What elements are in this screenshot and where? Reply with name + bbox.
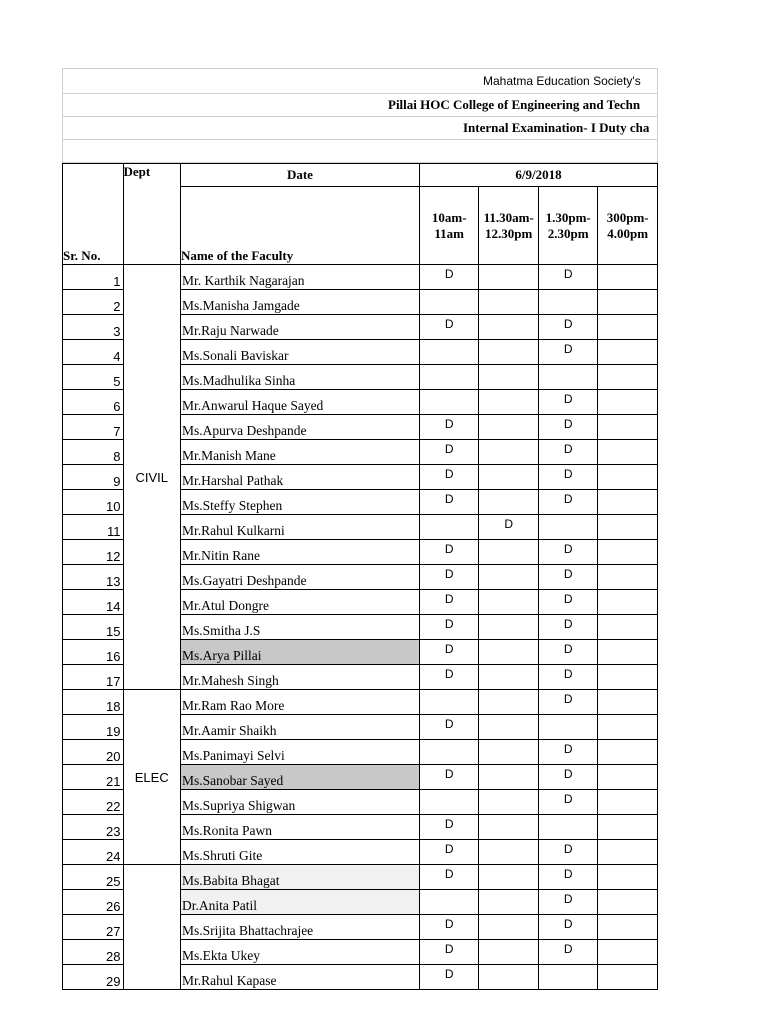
duty-cell: D — [538, 790, 597, 815]
sr-no-cell: 21 — [63, 765, 124, 790]
duty-cell — [479, 865, 538, 890]
faculty-name-cell: Ms.Panimayi Selvi — [180, 740, 419, 765]
duty-chart-sheet — [62, 68, 658, 990]
sr-no-cell: 3 — [63, 315, 124, 340]
faculty-name-cell: Ms.Babita Bhagat — [180, 865, 419, 890]
duty-cell: D — [538, 490, 597, 515]
duty-cell — [538, 715, 597, 740]
duty-cell — [479, 915, 538, 940]
table-row — [63, 265, 658, 290]
duty-cell: D — [419, 940, 478, 965]
duty-cell — [479, 490, 538, 515]
duty-cell: D — [419, 415, 478, 440]
duty-cell — [598, 640, 658, 665]
date-header: Date — [180, 164, 419, 187]
duty-cell: D — [538, 565, 597, 590]
sr-no-cell: 6 — [63, 390, 124, 415]
duty-cell: D — [419, 965, 478, 990]
duty-cell: D — [538, 465, 597, 490]
duty-cell — [479, 415, 538, 440]
sr-no-cell: 19 — [63, 715, 124, 740]
college-cell — [63, 94, 658, 117]
duty-cell — [479, 740, 538, 765]
duty-cell — [479, 665, 538, 690]
duty-cell — [479, 465, 538, 490]
duty-cell — [598, 390, 658, 415]
faculty-name-cell: Mr.Aamir Shaikh — [180, 715, 419, 740]
duty-cell — [598, 840, 658, 865]
duty-cell: D — [419, 915, 478, 940]
sr-no-cell: 28 — [63, 940, 124, 965]
duty-cell: D — [538, 540, 597, 565]
duty-cell: D — [538, 765, 597, 790]
faculty-name-cell: Mr.Ram Rao More — [180, 690, 419, 715]
duty-cell — [598, 540, 658, 565]
sr-no-cell: 2 — [63, 290, 124, 315]
faculty-name-cell: Mr.Raju Narwade — [180, 315, 419, 340]
slot-header: 10am- 11am — [419, 187, 478, 265]
sr-no-cell: 9 — [63, 465, 124, 490]
duty-cell — [598, 690, 658, 715]
duty-cell — [419, 340, 478, 365]
sr-no-cell: 11 — [63, 515, 124, 540]
duty-cell — [479, 615, 538, 640]
duty-cell: D — [419, 590, 478, 615]
duty-cell: D — [479, 515, 538, 540]
sr-no-cell: 24 — [63, 840, 124, 865]
duty-cell — [479, 590, 538, 615]
duty-cell: D — [419, 565, 478, 590]
date-value: 6/9/2018 — [419, 164, 657, 187]
table-row — [63, 690, 658, 715]
sr-no-header: Sr. No. — [63, 164, 124, 265]
duty-cell — [598, 740, 658, 765]
duty-cell: D — [419, 665, 478, 690]
sr-no-cell: 25 — [63, 865, 124, 890]
sr-no-cell: 5 — [63, 365, 124, 390]
college-title: Pillai HOC College of Engineering and Techn — [388, 97, 641, 112]
sr-no-cell: 27 — [63, 915, 124, 940]
duty-cell: D — [419, 540, 478, 565]
duty-cell — [598, 365, 658, 390]
sr-no-cell: 8 — [63, 440, 124, 465]
sr-no-cell: 12 — [63, 540, 124, 565]
dept-header: Dept — [123, 164, 180, 265]
duty-cell — [598, 940, 658, 965]
duty-cell — [598, 415, 658, 440]
duty-cell: D — [538, 390, 597, 415]
sr-no-cell: 29 — [63, 965, 124, 990]
duty-cell — [598, 965, 658, 990]
faculty-name-cell: Mr.Nitin Rane — [180, 540, 419, 565]
duty-cell — [598, 915, 658, 940]
duty-cell: D — [538, 740, 597, 765]
duty-cell — [479, 840, 538, 865]
faculty-name-cell: Mr.Rahul Kulkarni — [180, 515, 419, 540]
duty-cell — [598, 615, 658, 640]
duty-cell — [479, 390, 538, 415]
duty-cell — [598, 290, 658, 315]
faculty-name-cell: Ms.Ronita Pawn — [180, 815, 419, 840]
duty-cell: D — [538, 590, 597, 615]
duty-cell: D — [538, 865, 597, 890]
duty-cell: D — [538, 315, 597, 340]
faculty-name-cell: Mr.Mahesh Singh — [180, 665, 419, 690]
duty-cell — [598, 490, 658, 515]
duty-cell — [419, 290, 478, 315]
spacer-cell — [63, 140, 658, 163]
duty-cell — [479, 790, 538, 815]
faculty-name-cell: Mr.Anwarul Haque Sayed — [180, 390, 419, 415]
duty-cell: D — [538, 340, 597, 365]
faculty-name-cell: Mr.Rahul Kapase — [180, 965, 419, 990]
sr-no-cell: 16 — [63, 640, 124, 665]
duty-cell — [479, 340, 538, 365]
sr-no-cell: 20 — [63, 740, 124, 765]
duty-cell — [479, 265, 538, 290]
sr-no-cell: 22 — [63, 790, 124, 815]
duty-cell: D — [419, 840, 478, 865]
faculty-name-cell: Ms.Arya Pillai — [180, 640, 419, 665]
duty-cell — [479, 890, 538, 915]
duty-cell — [479, 690, 538, 715]
duty-cell — [479, 440, 538, 465]
duty-cell — [419, 790, 478, 815]
duty-cell: D — [419, 440, 478, 465]
duty-cell: D — [419, 615, 478, 640]
duty-cell — [538, 965, 597, 990]
faculty-name-cell: Ms.Ekta Ukey — [180, 940, 419, 965]
duty-cell: D — [538, 840, 597, 865]
table-row — [63, 865, 658, 890]
duty-cell — [479, 290, 538, 315]
duty-cell: D — [419, 265, 478, 290]
sr-no-cell: 14 — [63, 590, 124, 615]
duty-cell — [598, 715, 658, 740]
sr-no-cell: 7 — [63, 415, 124, 440]
faculty-name-cell: Dr.Anita Patil — [180, 890, 419, 915]
duty-cell: D — [419, 490, 478, 515]
dept-cell: CIVIL — [123, 265, 180, 690]
faculty-name-header: Name of the Faculty — [180, 187, 419, 265]
duty-cell: D — [419, 865, 478, 890]
faculty-name-cell: Mr. Karthik Nagarajan — [180, 265, 419, 290]
duty-cell — [538, 515, 597, 540]
sr-no-cell: 10 — [63, 490, 124, 515]
duty-cell — [419, 690, 478, 715]
duty-cell — [419, 390, 478, 415]
duty-cell: D — [538, 690, 597, 715]
society-title: Mahatma Education Society's — [483, 74, 641, 88]
duty-cell — [479, 365, 538, 390]
faculty-name-cell: Ms.Smitha J.S — [180, 615, 419, 640]
duty-cell: D — [538, 640, 597, 665]
duty-cell: D — [538, 615, 597, 640]
duty-cell: D — [538, 890, 597, 915]
duty-cell — [598, 265, 658, 290]
faculty-name-cell: Mr.Manish Mane — [180, 440, 419, 465]
exam-title: Internal Examination- I Duty cha — [463, 120, 650, 135]
faculty-name-cell: Ms.Supriya Shigwan — [180, 790, 419, 815]
duty-cell: D — [419, 465, 478, 490]
duty-table — [62, 163, 658, 990]
duty-cell — [479, 965, 538, 990]
dept-cell: ELEC — [123, 690, 180, 865]
faculty-name-cell: Mr.Harshal Pathak — [180, 465, 419, 490]
faculty-name-cell: Ms.Srijita Bhattachrajee — [180, 915, 419, 940]
sr-no-cell: 18 — [63, 690, 124, 715]
sr-no-cell: 26 — [63, 890, 124, 915]
faculty-name-cell: Ms.Sonali Baviskar — [180, 340, 419, 365]
duty-cell — [598, 590, 658, 615]
duty-cell: D — [419, 815, 478, 840]
faculty-name-cell: Ms.Sanobar Sayed — [180, 765, 419, 790]
duty-cell — [598, 515, 658, 540]
duty-cell: D — [419, 315, 478, 340]
duty-cell — [479, 315, 538, 340]
duty-cell — [598, 890, 658, 915]
duty-cell — [598, 440, 658, 465]
sr-no-cell: 13 — [63, 565, 124, 590]
faculty-name-cell: Ms.Manisha Jamgade — [180, 290, 419, 315]
slot-header: 11.30am- 12.30pm — [479, 187, 538, 265]
duty-cell — [419, 365, 478, 390]
duty-cell: D — [419, 640, 478, 665]
sr-no-cell: 17 — [63, 665, 124, 690]
duty-cell — [598, 340, 658, 365]
duty-cell — [419, 515, 478, 540]
duty-cell — [598, 315, 658, 340]
faculty-name-cell: Ms.Gayatri Deshpande — [180, 565, 419, 590]
duty-cell — [598, 865, 658, 890]
faculty-name-cell: Ms.Madhulika Sinha — [180, 365, 419, 390]
sr-no-cell: 23 — [63, 815, 124, 840]
dept-cell — [123, 865, 180, 990]
duty-cell — [598, 815, 658, 840]
duty-cell: D — [538, 940, 597, 965]
duty-cell — [479, 640, 538, 665]
duty-cell — [598, 465, 658, 490]
duty-cell: D — [419, 765, 478, 790]
duty-cell — [479, 765, 538, 790]
duty-cell: D — [538, 440, 597, 465]
sr-no-cell: 4 — [63, 340, 124, 365]
duty-cell — [419, 740, 478, 765]
duty-cell — [538, 290, 597, 315]
exam-cell — [63, 117, 658, 140]
sr-no-cell: 1 — [63, 265, 124, 290]
duty-cell — [598, 565, 658, 590]
duty-cell: D — [538, 665, 597, 690]
duty-cell — [598, 790, 658, 815]
faculty-name-cell: Ms.Apurva Deshpande — [180, 415, 419, 440]
duty-cell: D — [538, 265, 597, 290]
duty-cell — [419, 890, 478, 915]
faculty-name-cell: Ms.Shruti Gite — [180, 840, 419, 865]
duty-cell — [598, 665, 658, 690]
society-cell — [63, 69, 658, 94]
duty-cell: D — [538, 415, 597, 440]
duty-cell — [538, 815, 597, 840]
duty-cell — [479, 540, 538, 565]
duty-cell: D — [538, 915, 597, 940]
duty-cell — [479, 715, 538, 740]
slot-header: 1.30pm- 2.30pm — [538, 187, 597, 265]
duty-cell — [479, 815, 538, 840]
duty-cell — [479, 940, 538, 965]
title-block — [62, 68, 658, 163]
duty-cell — [538, 365, 597, 390]
duty-cell — [598, 765, 658, 790]
duty-cell — [479, 565, 538, 590]
faculty-name-cell: Ms.Steffy Stephen — [180, 490, 419, 515]
slot-header: 300pm- 4.00pm — [598, 187, 658, 265]
sr-no-cell: 15 — [63, 615, 124, 640]
duty-cell: D — [419, 715, 478, 740]
faculty-name-cell: Mr.Atul Dongre — [180, 590, 419, 615]
